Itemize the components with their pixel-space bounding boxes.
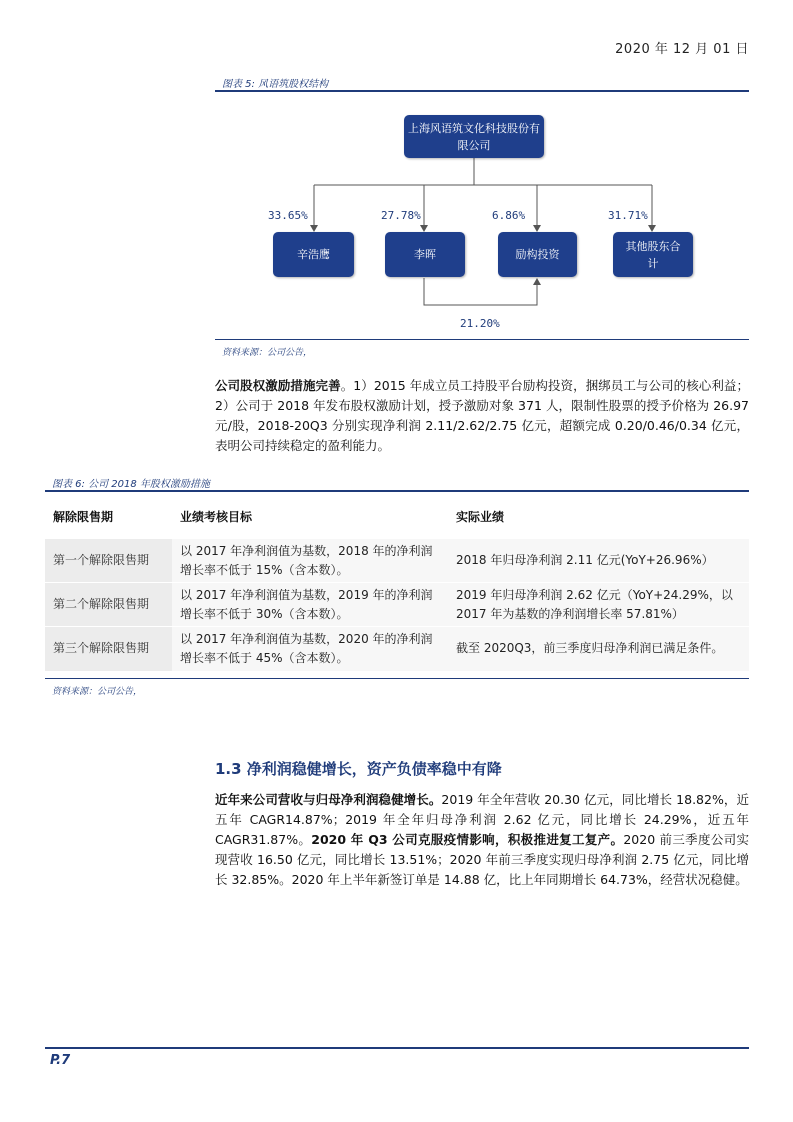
col-header-target: 业绩考核目标 [180,509,253,524]
pct-ligou: 6.86% [492,209,526,222]
shareholder-box-ligou: 励构投资 [498,232,577,277]
table-row [45,539,749,583]
equity-incentive-text: 。1）2015 年成立员工持股平台励构投资，捆绑员工与公司的核心利益；2）公司于 2018 年发布股权激励计划，授予激励对象 371 人，限制性股票的授予价格为 26.97 元/股，2018-20Q3 分别实现净利润 2.11/2.62/2.75 亿元，超额完成 0.20/0.46/0.34 亿元，表明公司持续稳定的盈利能力。 [215,378,749,453]
company-box: 上海风语筑文化科技股份有限公司 [404,115,544,158]
shareholder-box-xin: 辛浩鹰 [273,232,354,277]
shareholder-box-others: 其他股东合计 [613,232,693,277]
ownership-connectors [0,0,793,340]
figure5-bottom-rule [215,339,749,340]
pct-cross-holding: 21.20% [460,317,500,330]
shareholder-box-li: 李晖 [385,232,465,277]
pct-xin: 33.65% [268,209,308,222]
col-header-actual: 实际业绩 [456,509,505,524]
row2-period: 第二个解除限售期 [45,583,172,627]
figure6-top-rule [45,490,749,492]
growth-paragraph [215,790,749,890]
row2-target: 以 2017 年净利润值为基数，2019 年的净利润增长率不低于 30%（含本数）。 [172,583,448,627]
col-header-period: 解除限售期 [53,509,114,524]
row2-actual: 2019 年归母净利润 2.62 亿元（YoY+24.29%，以 2017 年为基数的净利润增长率 57.81%） [448,583,749,627]
report-date: 2020 年 12 月 01 日 [615,42,749,57]
section-title: 1.3 净利润稳健增长，资产负债率稳中有降 [215,760,502,778]
row1-target: 以 2017 年净利润值为基数，2018 年的净利润增长率不低于 15%（含本数）。 [172,539,448,583]
figure6-bottom-rule [45,678,749,679]
row1-actual: 2018 年归母净利润 2.11 亿元(YoY+26.96%） [448,539,749,583]
figure5-title: 图表 5: 风语筑股权结构 [222,79,329,90]
pct-li: 27.78% [381,209,421,222]
row1-period: 第一个解除限售期 [45,539,172,583]
equity-incentive-paragraph [215,376,749,456]
pct-others: 31.71% [608,209,648,222]
incentive-table [45,494,749,671]
table-row [45,627,749,671]
growth-text-2: 2020 前三季度公司实现营收 16.50 亿元，同比增长 13.51%；2020 年前三季度实现归母净利润 2.75 亿元，同比增长 32.85%。2020 年上半年新签订单是 14.88 亿，比上年同期增长 64.73%，经营状况稳健。 [215,832,750,887]
q3-lead: 2020 年 Q3 公司克服疫情影响，积极推进复工复产。 [311,832,624,847]
table-header-row [45,494,749,539]
row3-target: 以 2017 年净利润值为基数，2020 年的净利润增长率不低于 45%（含本数）。 [172,627,448,671]
footer-rule [45,1047,749,1049]
growth-text-1: 2019 年全年营收 20.30 亿元，同比增长 18.82%，近五年 CAGR14.87%；2019 年全年归母净利润 2.62 亿元，同比增长 24.29%，近五年 CAGR31.87%。 [215,792,749,847]
figure6-title: 图表 6: 公司 2018 年股权激励措施 [52,479,210,490]
growth-lead: 近年来公司营收与归母净利润稳健增长。 [215,792,442,807]
figure5-source: 资料来源：公司公告， [222,348,313,358]
row3-period: 第三个解除限售期 [45,627,172,671]
page-number: P.7 [50,1053,71,1068]
figure6-source: 资料来源：公司公告， [52,687,143,697]
row3-actual: 截至 2020Q3，前三季度归母净利润已满足条件。 [448,627,749,671]
equity-incentive-lead: 公司股权激励措施完善 [215,378,341,393]
table-row [45,583,749,627]
